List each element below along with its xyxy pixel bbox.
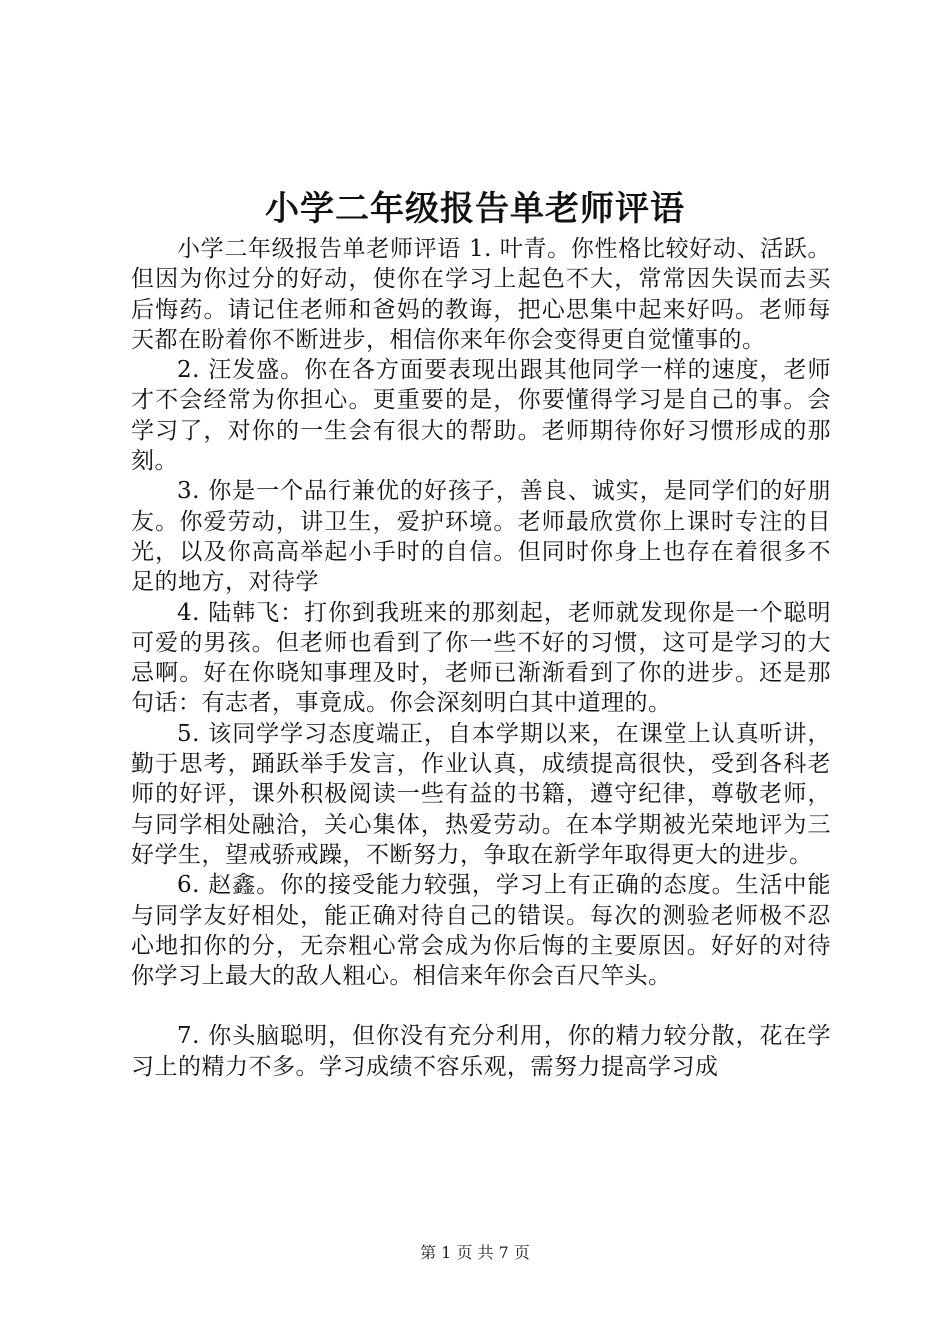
paragraph-1: 小学二年级报告单老师评语 1. 叶青。你性格比较好动、活跃。但因为你过分的好动，使你在学习上起色不大，常常因失误而去买后悔药。请记住老师和爸妈的教诲，把心思集中起来好吗。老师每天都在盼着你不断进步，相信你来年你会变得更自觉懂事的。 <box>131 236 831 353</box>
paragraph-4: 4. 陆韩飞：打你到我班来的那刻起，老师就发现你是一个聪明可爱的男孩。但老师也看到了你一些不好的习惯，这可是学习的大忌啊。好在你晓知事理及时，老师已渐渐看到了你的进步。还是那句话：有志者，事竟成。你会深刻明白其中道理的。 <box>131 599 831 717</box>
paragraph-2: 2. 汪发盛。你在各方面要表现出跟其他同学一样的速度，老师才不会经常为你担心。更重要的是，你要懂得学习是自己的事。会学习了，对你的一生会有很大的帮助。老师期待你好习惯形成的那刻。 <box>131 357 831 475</box>
paragraph-7: 7. 你头脑聪明，但你没有充分利用，你的精力较分散，花在学习上的精力不多。学习成绩不容乐观，需努力提高学习成 <box>131 1023 831 1080</box>
document-body <box>131 234 831 1082</box>
paragraph-5: 5. 该同学学习态度端正，自本学期以来，在课堂上认真听讲，勤于思考，踊跃举手发言，作业认真，成绩提高很快，受到各科老师的好评，课外积极阅读一些有益的书籍，遵守纪律，尊敬老师，与同学相处融洽，关心集体，热爱劳动。在本学期被光荣地评为三好学生，望戒骄戒躁，不断努力，争取在新学年取得更大的进步。 <box>131 720 831 868</box>
page-number-footer: 第 1 页 共 7 页 <box>420 1243 530 1262</box>
document-title: 小学二年级报告单老师评语 <box>265 189 685 229</box>
paragraph-6: 6. 赵鑫。你的接受能力较强，学习上有正确的态度。生活中能与同学友好相处，能正确对待自己的错误。每次的测验老师极不忍心地扣你的分，无奈粗心常会成为你后悔的主要原因。好好的对待你学习上最大的敌人粗心。相信来年你会百尺竿头。 <box>131 872 831 990</box>
paragraph-3: 3. 你是一个品行兼优的好孩子，善良、诚实，是同学们的好朋友。你爱劳动，讲卫生，爱护环境。老师最欣赏你上课时专注的目光，以及你高高举起小手时的自信。但同时你身上也存在着很多不足的地方，对待学 <box>131 478 831 596</box>
